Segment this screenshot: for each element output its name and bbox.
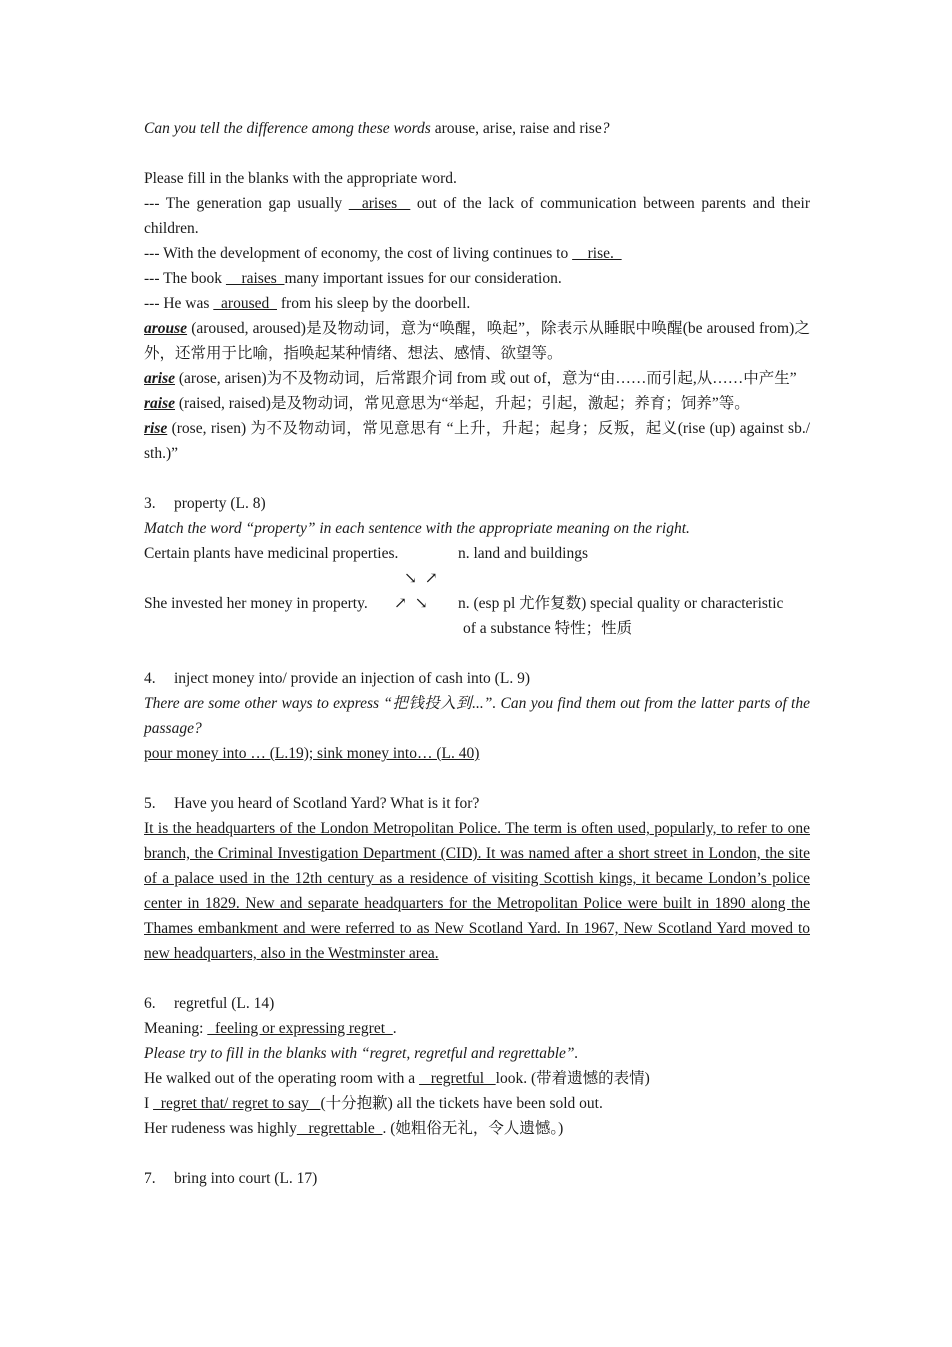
item-5-answer: It is the headquarters of the London Metropolitan Police. The term is often used, popularly, to refer to one branch, the Criminal Investigation Department (CID). It was named after a short street in London, the site of a palace used in the 12th century as a residence of visiting Scottish kings, it became London’s police center in 1829. New and separate headquarters for the Metropolitan Police were built in 1890 along the Thames embankment and were referred to as New Scotland Yard. In 1967, New Scotland Yard moved to new headquarters, also in the Westminster area. [144,820,810,962]
item-title: regretful (L. 14) [174,995,275,1012]
sentence-text: many important issues for our consideration. [284,270,562,287]
item-number: 7. [144,1170,156,1187]
intro-question-words: arouse, arise, raise and rise [430,120,602,137]
keyword: arouse [144,320,188,337]
sentence-1 [144,191,810,241]
keyword: arise [144,370,175,387]
match-right-2: n. (esp pl 尤作复数) special quality or characteristic [458,595,784,612]
item-title: Have you heard of Scotland Yard? What is it for? [174,795,480,812]
definition-arise [144,366,810,391]
sentence-text: . [392,1020,397,1037]
spacer [144,766,810,791]
item-title: bring into court (L. 17) [174,1170,318,1187]
spacer [144,966,810,991]
match-left-2: She invested her money in property. [144,595,368,612]
keyword: rise [144,420,168,437]
intro-question-end: ? [601,120,610,137]
sentence-text: --- With the development of economy, the cost of living continues to [144,245,573,262]
item-6-sentence-2 [144,1091,810,1116]
sentence-text: --- The generation gap usually [144,195,349,212]
item-number: 6. [144,995,156,1012]
sentence-text: (十分抱歉) all the tickets have been sold out. [320,1095,603,1112]
item-4-question: There are some other ways to express “把钱投入到...”. Can you find them out from the latter parts of the passage? [144,695,810,737]
item-5-title [144,791,810,816]
definition-arouse [144,316,810,366]
item-number: 3. [144,495,156,512]
definition-text: (aroused, aroused)是及物动词，意为“唤醒，唤起”，除表示从睡眠中唤醒(be aroused from)之外，还常用于比喻，指唤起某种情绪、想法、感情、欲望等。 [144,320,810,362]
sentence-text: Her rudeness was highly [144,1120,297,1137]
cross-arrows-icon: ↘ ↗ [404,570,438,587]
definition-rise [144,416,810,466]
item-3-instruction: Match the word “property” in each sentence with the appropriate meaning on the right. [144,520,690,537]
item-6-instruction: Please try to fill in the blanks with “regret, regretful and regrettable”. [144,1045,579,1062]
fill-instruction: Please fill in the blanks with the appropriate word. [144,170,457,187]
match-row-2 [144,591,810,616]
definition-text: (rose, risen) 为不及物动词，常见意思有 “上升，升起；起身；反叛，起义(rise (up) against sb./ sth.)” [144,420,810,462]
document-content [144,116,810,1191]
item-6-title [144,991,810,1016]
item-6-sentence-1 [144,1066,810,1091]
sentence-text: look. (带着遗憾的表情) [495,1070,650,1087]
intro-question [144,116,810,141]
sentence-text: out of the lack of communication between parents and their children. [144,195,811,237]
item-6-sentence-3 [144,1116,810,1141]
sentence-2 [144,241,810,266]
answer-blank: feeling or expressing regret [207,1020,393,1037]
answer-blank: arises [348,195,411,212]
spacer [144,141,810,166]
item-6-meaning [144,1016,810,1041]
item-4-title [144,666,810,691]
match-left-1: Certain plants have medicinal properties. [144,545,399,562]
keyword: raise [144,395,175,412]
meaning-label: Meaning: [144,1020,208,1037]
match-row-1 [144,541,810,566]
sentence-text: . (她粗俗无礼，令人遗憾。) [382,1120,564,1137]
spacer [144,466,810,491]
sentence-text: I [144,1095,154,1112]
item-title: inject money into/ provide an injection of cash into (L. 9) [174,670,530,687]
answer-blank: regret that/ regret to say [153,1095,321,1112]
cross-arrows-icon: ↗ ↘ [394,595,428,612]
item-7-title [144,1166,810,1191]
sentence-text: from his sleep by the doorbell. [277,295,471,312]
item-3-title [144,491,810,516]
sentence-text: --- The book [144,270,226,287]
answer-blank: regrettable [296,1120,383,1137]
match-right-1: n. land and buildings [458,545,589,562]
item-number: 5. [144,795,156,812]
answer-blank: raises [225,270,285,287]
definition-text: (raised, raised)是及物动词，常见意思为“举起，升起；引起，激起；养育；饲养”等。 [175,395,750,412]
intro-question-italic: Can you tell the difference among these words [144,120,431,137]
item-number: 4. [144,670,156,687]
answer-blank: aroused [213,295,277,312]
match-arrows-row [144,566,810,591]
sentence-text: He walked out of the operating room with a [144,1070,420,1087]
spacer [144,1141,810,1166]
sentence-4 [144,291,810,316]
item-title: property (L. 8) [174,495,266,512]
definition-text: (arose, arisen)为不及物动词，后常跟介词 from 或 out of，意为“由……而引起,从……中产生” [175,370,797,387]
item-4-answer: pour money into … (L.19); sink money into… (L. 40) [144,745,480,762]
spacer [144,641,810,666]
match-row-2-cont [144,616,810,641]
answer-blank: regretful [419,1070,496,1087]
sentence-text: --- He was [144,295,214,312]
definition-raise [144,391,810,416]
match-right-2-cont: of a substance 特性；性质 [463,620,633,637]
sentence-3 [144,266,810,291]
answer-blank: rise. [572,245,622,262]
